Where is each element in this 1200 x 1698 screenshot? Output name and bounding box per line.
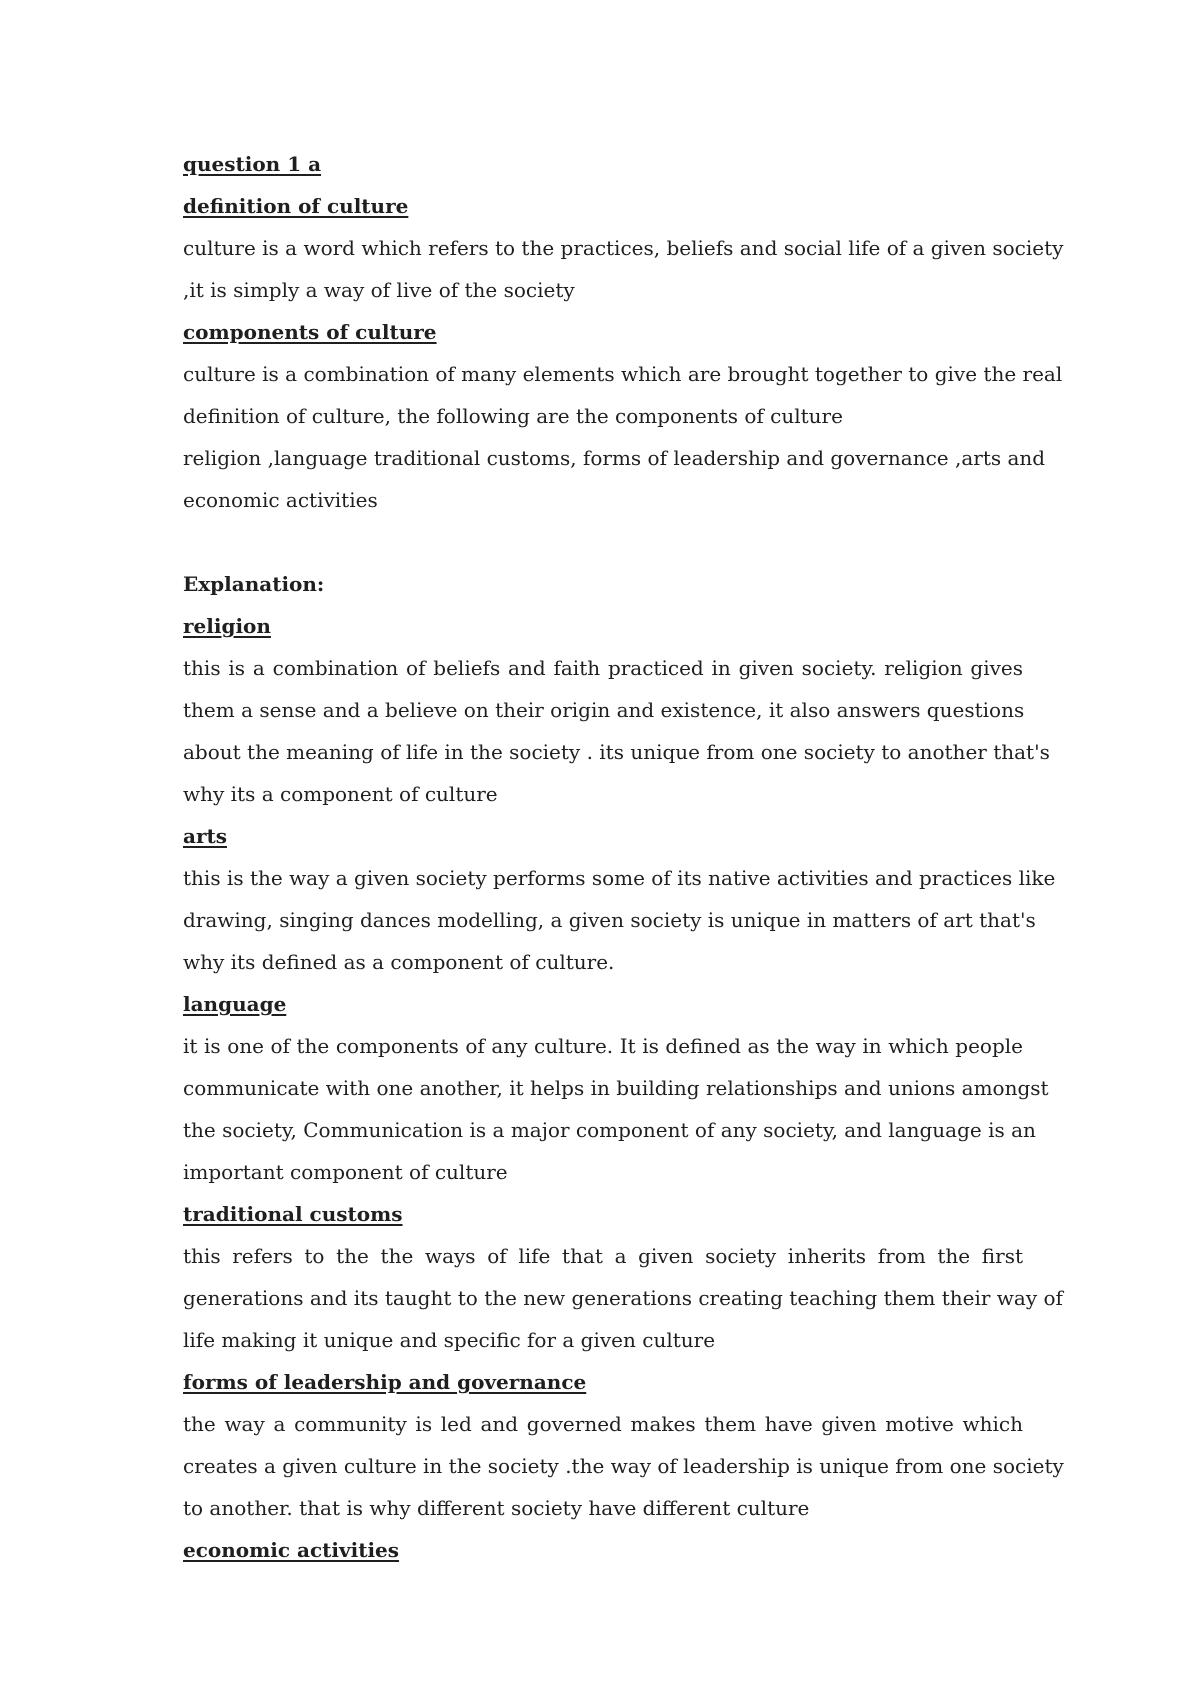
definition-heading: definition of culture xyxy=(183,194,409,218)
section-heading-arts: arts xyxy=(183,824,227,848)
section-heading-traditional-customs: traditional customs xyxy=(183,1202,403,1226)
paragraph-spacer xyxy=(183,521,1023,563)
components-line: economic activities xyxy=(183,488,378,512)
section-heading-economic-activities: economic activities xyxy=(183,1538,400,1562)
section-line: generations and its taught to the new generations creating teaching them their way of xyxy=(183,1286,1063,1310)
section-line: why its defined as a component of culture. xyxy=(183,950,615,974)
components-line: definition of culture, the following are the components of culture xyxy=(183,404,843,428)
section-line: creates a given culture in the society .the way of leadership is unique from one society xyxy=(183,1454,1064,1478)
section-line: important component of culture xyxy=(183,1160,508,1184)
section-heading-religion: religion xyxy=(183,614,271,638)
definition-line: culture is a word which refers to the practices, beliefs and social life of a given society xyxy=(183,236,1064,260)
section-line: communicate with one another, it helps in building relationships and unions amongst xyxy=(183,1076,1049,1100)
section-heading-language: language xyxy=(183,992,287,1016)
section-line: about the meaning of life in the society . its unique from one society to another that's xyxy=(183,740,1050,764)
section-line: why its a component of culture xyxy=(183,782,498,806)
section-line: it is one of the components of any culture. It is defined as the way in which people xyxy=(183,1034,1023,1058)
section-line: drawing, singing dances modelling, a given society is unique in matters of art that's xyxy=(183,908,1036,932)
section-line: the way a community is led and governed makes them have given motive which xyxy=(183,1412,1023,1436)
document-body xyxy=(183,143,1064,1571)
section-line: this refers to the the ways of life that a given society inherits from the first xyxy=(183,1244,1023,1268)
section-line: this is a combination of beliefs and faith practiced in given society. religion gives xyxy=(183,656,1023,680)
section-line: the society, Communication is a major component of any society, and language is an xyxy=(183,1118,1036,1142)
section-line: them a sense and a believe on their origin and existence, it also answers questions xyxy=(183,698,1025,722)
definition-line: ,it is simply a way of live of the society xyxy=(183,278,575,302)
section-line: to another. that is why different society have different culture xyxy=(183,1496,810,1520)
components-line: religion ,language traditional customs, forms of leadership and governance ,arts and xyxy=(183,446,1046,470)
components-heading: components of culture xyxy=(183,320,437,344)
components-line: culture is a combination of many elements which are brought together to give the real xyxy=(183,362,1063,386)
question-heading: question 1 a xyxy=(183,152,322,176)
section-line: this is the way a given society performs some of its native activities and practices like xyxy=(183,866,1056,890)
explanation-heading: Explanation: xyxy=(183,572,325,596)
section-line: life making it unique and specific for a given culture xyxy=(183,1328,716,1352)
section-heading-leadership-governance: forms of leadership and governance xyxy=(183,1370,587,1394)
